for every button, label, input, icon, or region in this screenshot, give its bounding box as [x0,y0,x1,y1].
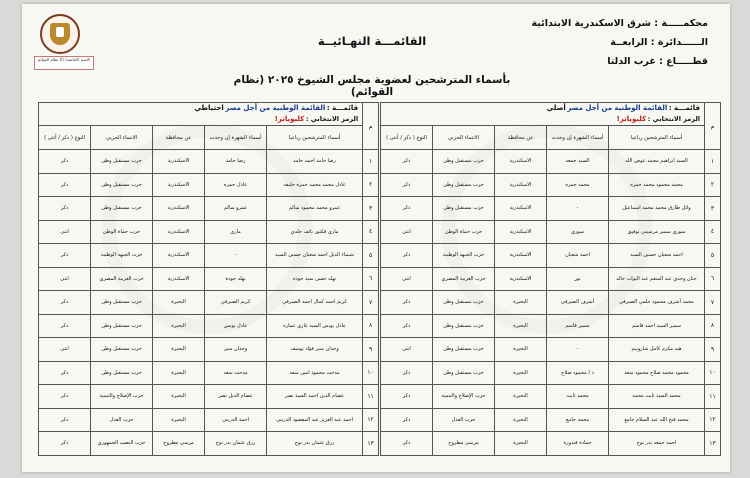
table-row [39,197,379,221]
candidate-gender: انثى [39,267,91,291]
list-name: القائمة الوطنية من أجل مصر [225,104,326,112]
candidate-party: حزب مستقبل وطن [91,150,153,174]
candidate-gender: ذكر [39,150,91,174]
candidate-nickname: احمد الدريني [205,408,267,432]
candidate-gender: ذكر [39,408,91,432]
nickname-header: أسماء الشهرة إن وجدت [547,126,609,150]
egypt-emblem-icon [40,14,80,54]
candidate-name: محمد محمود محمد حمزه [609,173,705,197]
candidate-name: مدحت محمود امين سعد [267,361,363,385]
table-row [39,220,379,244]
candidate-name: احمد عبد العزيز عبد المقصود الدرينى [267,408,363,432]
candidate-gender: ذكر [39,314,91,338]
candidate-name: وجدان منير فؤاد يوسف [267,338,363,362]
name-header: أسماء المترشحين رباعيا [609,126,705,150]
candidate-governorate: الاسكندرية [153,173,205,197]
candidate-party: حزب العدل [91,408,153,432]
table-row [381,385,721,409]
candidate-gender: ذكر [381,314,433,338]
candidate-name: احمد شعبان حسين السيد [609,244,705,268]
candidate-name: احمد جمعه بدر نوح [609,432,705,456]
candidate-party: حزب العربية المصري [433,267,495,291]
nickname-header: أسماء الشهرة إن وجدت [205,126,267,150]
candidate-nickname: نور [547,267,609,291]
candidate-governorate: البحيرة [495,361,547,385]
row-index: ٧ [363,291,379,315]
candidate-nickname: محمد ثابت [547,385,609,409]
candidate-party: حزب مستقبل وطن [433,314,495,338]
candidate-name: وائل طارق محمد محمد اسماعيل [609,197,705,221]
table-row [39,291,379,315]
row-index: ٤ [363,220,379,244]
candidate-party: حزب مستقبل وطن [91,314,153,338]
candidate-nickname: حمادة قندورة [547,432,609,456]
candidate-party: حزب الإصلاح والتنمية [91,385,153,409]
candidate-nickname: - [205,244,267,268]
table-row [39,244,379,268]
candidate-nickname: د / محمود صلاح [547,361,609,385]
row-index: ١ [705,150,721,174]
candidate-name: سمير السيد احمد قاسم [609,314,705,338]
index-header: م [363,103,379,150]
candidate-nickname: محمد حمزه [547,173,609,197]
candidate-gender: ذكر [381,385,433,409]
candidate-gender: ذكر [381,432,433,456]
row-index: ١١ [705,385,721,409]
candidate-name: السيد ابراهيم محمد عوض الله [609,150,705,174]
row-index: ٧ [705,291,721,315]
candidate-nickname: محمد جامع [547,408,609,432]
candidate-governorate: البحيرة [495,385,547,409]
table-row [39,408,379,432]
row-index: ٥ [363,244,379,268]
candidate-nickname: - [547,197,609,221]
candidate-gender: انثى [39,220,91,244]
candidate-nickname: السيد جمعه [547,150,609,174]
candidate-governorate: الاسكندرية [495,173,547,197]
candidate-name: هبه مكرم كامل شاروبيم [609,338,705,362]
candidate-nickname: احمد شعبان [547,244,609,268]
candidate-governorate: الاسكندرية [495,244,547,268]
candidate-party: حزب مستقبل وطن [433,291,495,315]
list-title-cell [381,103,705,126]
candidate-gender: ذكر [381,150,433,174]
party-header: الانتماء الحزبي [91,126,153,150]
seal-label: الاسم (القائمة) (أ) نظام القوائم [34,56,94,70]
candidate-nickname: رزق عثمان بدر نوح [205,432,267,456]
candidate-party: حزب حماة الوطن [91,220,153,244]
row-index: ٢ [705,173,721,197]
table-row [381,291,721,315]
candidate-gender: انثى [381,220,433,244]
court-line: محكمـــــة : شرق الاسكندرية الابتدائية [531,18,708,29]
list-title-cell [39,103,363,126]
list-kind: احتياطي [194,104,224,112]
candidate-gender: ذكر [381,244,433,268]
candidate-party: حزب الجبهة الوطنية [433,244,495,268]
table-row [381,267,721,291]
symbol-value: كلبوباتر! [616,115,647,123]
row-index: ٦ [705,267,721,291]
row-index: ١٢ [363,408,379,432]
candidate-gender: انثى [39,338,91,362]
candidate-party: حزب الإصلاح والتنمية [433,385,495,409]
governorate-header: عن محافظة [495,126,547,150]
row-index: ١ [363,150,379,174]
index-header: م [705,103,721,150]
candidate-nickname: أشرف الصيرفي [547,291,609,315]
table-row [381,220,721,244]
circuit-line: الــــــدائرة : الرابعــة [610,37,708,48]
candidate-name: ماري فكتور نائف جلدي [267,220,363,244]
name-header: أسماء المترشحين رباعيا [267,126,363,150]
row-index: ١٣ [363,432,379,456]
candidate-nickname: وجدان منير [205,338,267,362]
candidate-nickname: عصام الديل نصر [205,385,267,409]
candidate-name: رزق عثمان بدر نوح [267,432,363,456]
document-subtitle: بأسماء المترشحين لعضوية مجلس الشيوخ ٢٠٢٥ (نظام القوائم) [233,74,511,98]
candidate-gender: ذكر [381,408,433,432]
party-header: الانتماء الحزبي [433,126,495,150]
candidate-name: عادل محمد محمد حمزه خليفه [267,173,363,197]
row-index: ٩ [705,338,721,362]
candidate-name: حنان وجدي عبد المنعم عبد التواب خالد [609,267,705,291]
table-row [381,173,721,197]
candidate-governorate: الاسكندرية [495,267,547,291]
row-index: ٥ [705,244,721,268]
candidate-name: محمود محمد صلاح محمود سعد [609,361,705,385]
row-index: ٤ [705,220,721,244]
list-name: القائمة الوطنية من أجل مصر [567,104,668,112]
candidate-name: كريم احمد كمال احمد الصيرفي [267,291,363,315]
candidate-nickname: مدحت سعد [205,361,267,385]
candidate-name: عادل يونس السيد غازي عماره [267,314,363,338]
row-index: ٨ [363,314,379,338]
candidate-party: حزب مستقبل وطن [91,291,153,315]
candidate-gender: ذكر [39,432,91,456]
table-row [381,150,721,174]
candidate-name: نهله حسن سيد جوده [267,267,363,291]
table-row [381,244,721,268]
candidate-name: سوزي سمير مرسيني توفيق [609,220,705,244]
candidate-name: رضا حامد احمد حامد [267,150,363,174]
table-row [381,314,721,338]
candidate-nickname: رضا حامد [205,150,267,174]
candidate-governorate: مرسى مطروح [153,432,205,456]
candidate-party: حزب الجبهة الوطنية [91,244,153,268]
candidate-governorate: البحيرة [153,361,205,385]
candidate-party: حزب مستقبل وطن [433,338,495,362]
candidate-governorate: البحيرة [153,385,205,409]
table-row [39,361,379,385]
governorate-header: عن محافظة [153,126,205,150]
candidate-governorate: البحيرة [153,314,205,338]
primary-list-table [380,102,721,456]
candidate-nickname: ماري [205,220,267,244]
candidate-governorate: البحيرة [153,338,205,362]
candidate-party: حزب مستقبل وطن [433,197,495,221]
candidate-nickname: عادل حمزه [205,173,267,197]
gender-header: النوع ( ذكر / أنثى ) [39,126,91,150]
table-row [39,385,379,409]
candidate-party: حزب مستقبل وطن [91,338,153,362]
reserve-list-table [38,102,379,456]
candidate-governorate: البحيرة [495,338,547,362]
candidate-party: حزب مستقبل وطن [91,197,153,221]
candidate-nickname: سمير قاسم [547,314,609,338]
list-label: قائمـــة : [326,104,359,112]
candidate-governorate: البحيرة [495,314,547,338]
row-index: ١١ [363,385,379,409]
candidate-gender: ذكر [381,291,433,315]
candidate-name: محمد فتح الله عبد السلام جامع [609,408,705,432]
candidate-name: عمرو محمد محمود سالم [267,197,363,221]
candidate-gender: ذكر [39,244,91,268]
candidate-gender: انثى [381,338,433,362]
list-label: قائمـــة : [668,104,701,112]
candidate-governorate: البحيرة [495,432,547,456]
candidate-party: حزب مستقبل وطن [91,173,153,197]
document-header [498,14,708,71]
candidate-nickname: عمرو سالم [205,197,267,221]
candidate-name: محمد أشرف محمود حلمي الصيرفي [609,291,705,315]
candidate-party: حزب النصب الجمهوري [91,432,153,456]
row-index: ٢ [363,173,379,197]
candidate-governorate: البحيرة [495,408,547,432]
candidate-gender: ذكر [39,173,91,197]
candidate-party: حزب مستقبل وطن [433,173,495,197]
candidate-governorate: الاسكندرية [495,220,547,244]
candidate-party: حزب العربية المصري [91,267,153,291]
table-row [381,408,721,432]
symbol-value: كلبوباتر! [274,115,305,123]
candidate-party: حزب مستقبل وطن [91,361,153,385]
candidate-governorate: الاسكندرية [153,150,205,174]
candidate-governorate: الاسكندرية [495,150,547,174]
row-index: ٣ [705,197,721,221]
candidate-governorate: الاسكندرية [153,197,205,221]
row-index: ١٣ [705,432,721,456]
candidate-party: حزب مستقبل وطن [433,361,495,385]
candidate-nickname: عادل يونس [205,314,267,338]
table-row [381,361,721,385]
list-kind: أصلي [546,104,566,112]
row-index: ٣ [363,197,379,221]
table-row [39,173,379,197]
candidate-gender: ذكر [39,361,91,385]
table-row [381,197,721,221]
candidate-nickname: نهله جودة [205,267,267,291]
candidate-governorate: الاسكندرية [153,220,205,244]
candidate-gender: ذكر [39,291,91,315]
table-row [39,338,379,362]
candidate-governorate: الاسكندرية [153,267,205,291]
table-row [39,267,379,291]
candidate-party: حزب العدل [433,408,495,432]
row-index: ٨ [705,314,721,338]
table-row [39,314,379,338]
candidate-party: مرسى مطروح [433,432,495,456]
candidate-gender: ذكر [381,361,433,385]
row-index: ١٠ [363,361,379,385]
table-row [381,338,721,362]
candidate-party: حزب حماة الوطن [433,220,495,244]
gender-header: النوع ( ذكر / أنثى ) [381,126,433,150]
candidate-nickname: كريم الصيرفي [205,291,267,315]
candidate-nickname: - [547,338,609,362]
candidate-name: محمد السيد ثابت محمد [609,385,705,409]
candidate-nickname: سوزي [547,220,609,244]
table-row [39,150,379,174]
row-index: ٩ [363,338,379,362]
candidate-gender: ذكر [381,173,433,197]
document-title: القائمـــة النهـائيــة [317,34,427,48]
candidate-governorate: البحيرة [495,291,547,315]
candidate-gender: ذكر [39,385,91,409]
candidate-name: شيماء الديل احمد شعبان حسين السيد [267,244,363,268]
candidate-name: عصام الدين احمد السيد نصر [267,385,363,409]
row-index: ١٠ [705,361,721,385]
document-page [22,4,730,472]
symbol-label: الرمز الانتخابي : [305,115,359,123]
candidate-gender: ذكر [39,197,91,221]
candidate-governorate: الاسكندرية [495,197,547,221]
sector-line: قطـــــاع : غرب الدلتا [607,56,708,67]
candidate-gender: انثى [381,267,433,291]
candidate-gender: ذكر [381,197,433,221]
candidate-governorate: البحيرة [153,291,205,315]
table-row [39,432,379,456]
row-index: ٦ [363,267,379,291]
row-index: ١٢ [705,408,721,432]
symbol-label: الرمز الانتخابي : [647,115,701,123]
candidate-governorate: الاسكندرية [153,244,205,268]
table-row [381,432,721,456]
candidate-party: حزب مستقبل وطن [433,150,495,174]
candidate-governorate: البحيرة [153,408,205,432]
